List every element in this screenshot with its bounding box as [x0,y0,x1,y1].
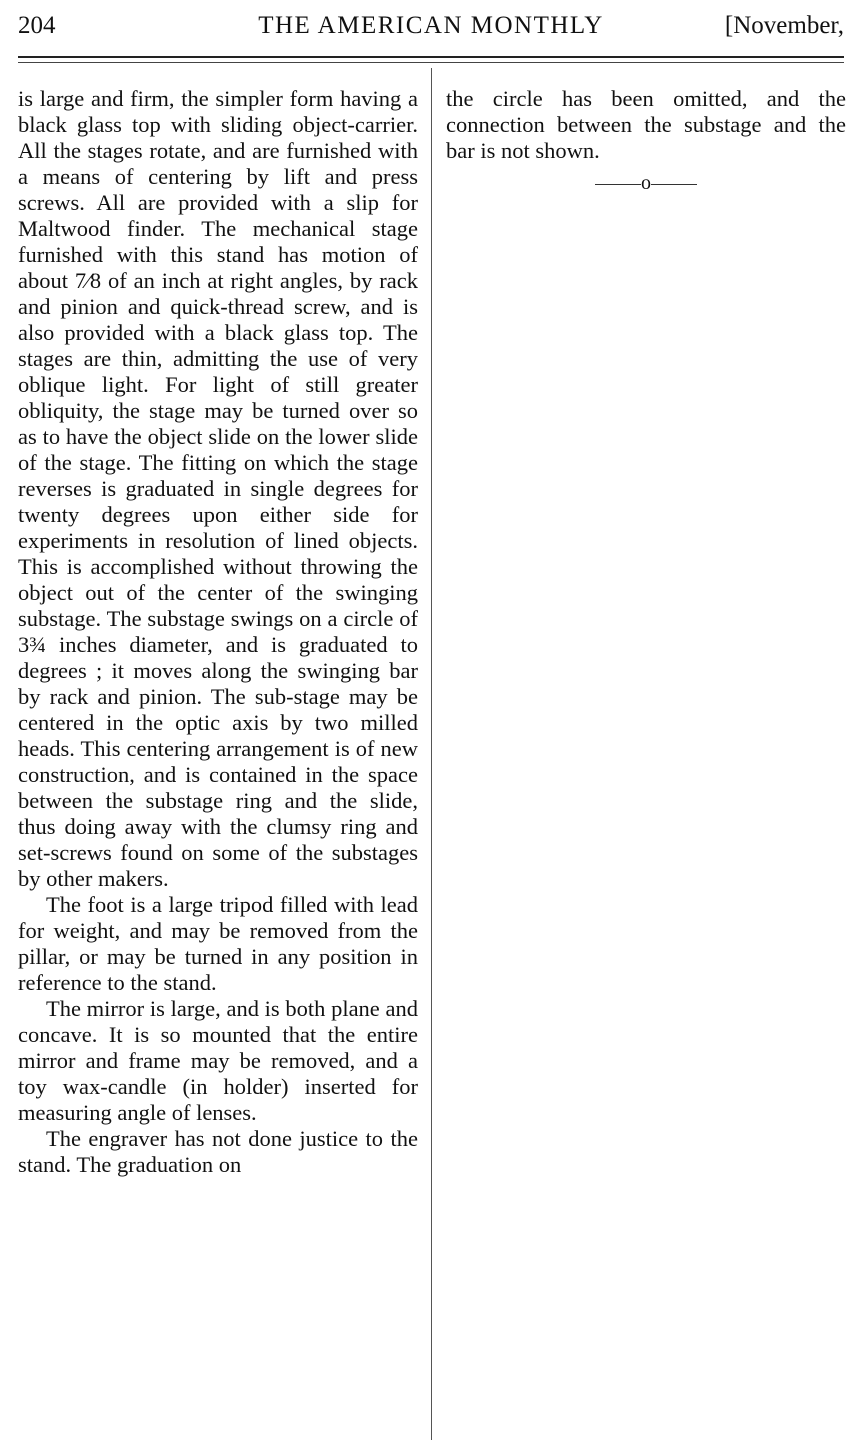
left-column [18,86,418,1178]
running-header [18,6,844,46]
ornament-glyph: o [641,172,651,194]
header-rule-thin [18,62,844,63]
ornament-dash-right [651,184,697,185]
right-column [446,86,846,196]
paragraph-foot: The foot is a large tripod filled with lead for weight, and may be removed from the pillar, or may be turned in any position in reference to the stand. [18,892,418,995]
paragraph-engraver: The engraver has not done justice to the stand. The graduation on [18,1126,418,1177]
page-number: 204 [18,12,56,39]
column-divider [431,68,432,1440]
section-break-ornament [446,170,846,196]
paragraph-stage-description: is large and firm, the simpler form having a black glass top with sliding object-carrier. All the stages rotate, and are furnished with a means of centering by lift and press screws. All are provided with a slip for Maltwood finder. The mechanical stage furnished with this stand has motion of about 7⁄8 of an inch at right angles, by rack and pinion and quick-thread screw, and is also provided with a black glass top. The stages are thin, admitting the use of very oblique light. For light of still greater obliquity, the stage may be turned over so as to have the object slide on the lower slide of the stage. The fitting on which the stage reverses is graduated in single degrees for twenty degrees upon either side for experiments in resolution of lined objects. This is accomplished without throwing the object out of the center of the swinging substage. The substage swings on a circle of 3¾ inches diameter, and is graduated to degrees ; it moves along the swinging bar by rack and pinion. The sub-stage may be centered in the optic axis by two milled heads. This centering arrangement is of new construction, and is contained in the space between the substage ring and the slide, thus doing away with the clumsy ring and set-screws found on some of the substages by other makers. [18,86,418,891]
journal-title: THE AMERICAN MONTHLY [258,12,604,39]
ornament-dash-left [595,184,641,185]
issue-month: [November, [724,12,844,39]
header-rule-thick [18,56,844,58]
paragraph-continuation: the circle has been omitted, and the connection between the substage and the bar is not shown. [446,86,846,163]
paragraph-mirror: The mirror is large, and is both plane and concave. It is so mounted that the entire mirror and frame may be removed, and a toy wax-candle (in holder) inserted for measuring angle of lenses. [18,996,418,1125]
